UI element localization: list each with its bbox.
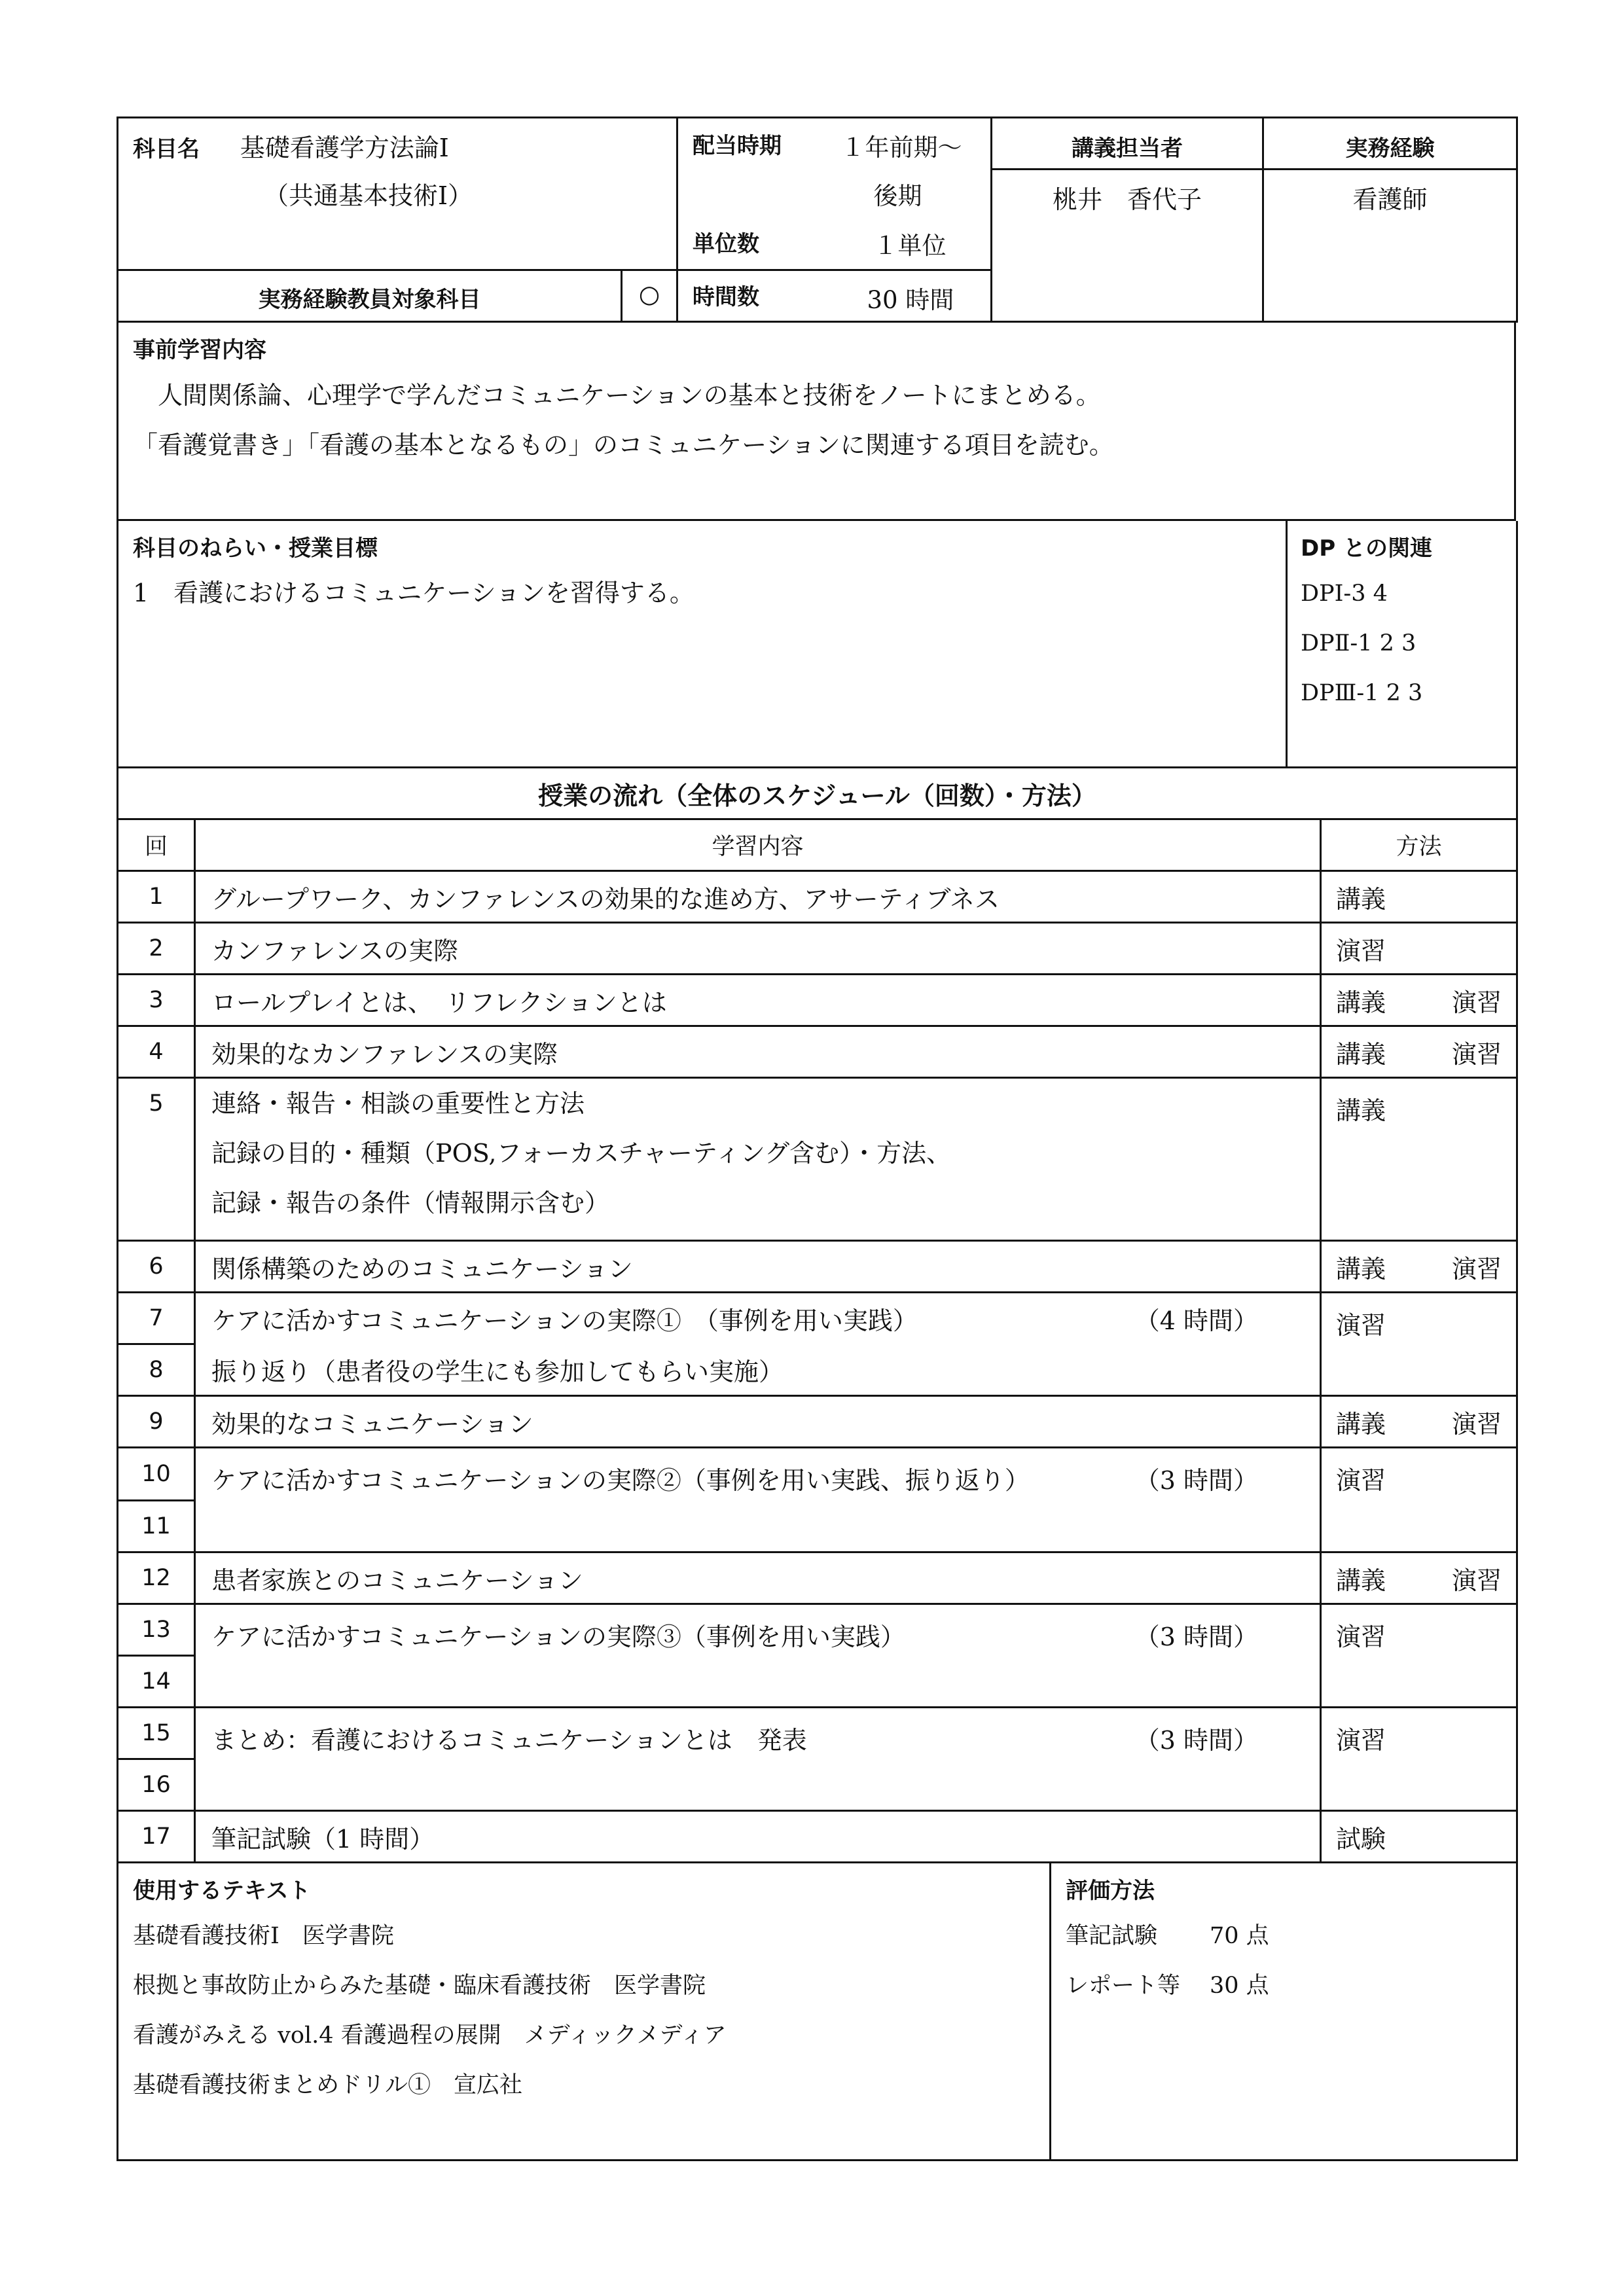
texts-label: 使用するテキスト: [133, 1878, 311, 1904]
target-label-cell: [118, 270, 622, 322]
subject-name: 基礎看護学方法論Ⅰ: [240, 134, 449, 162]
text-item: 根拠と事故防止からみた基礎・臨床看護技術 医学書院: [133, 1973, 706, 1999]
row-num: 8: [118, 1344, 195, 1396]
row-num: 7: [118, 1293, 195, 1344]
row-num: 2: [118, 923, 195, 975]
row-content: 筆記試験（1 時間）: [195, 1811, 1321, 1863]
dp-label: DP との関連: [1301, 535, 1432, 562]
table-row: [118, 1344, 1517, 1396]
credits-label-cell: [677, 219, 835, 270]
method-1: 講義: [1336, 1566, 1386, 1595]
table-row: [118, 1396, 1517, 1448]
evaluation-value: 70 点: [1210, 1923, 1269, 1949]
row-hours: （3 時間）: [1134, 1623, 1258, 1651]
row-method: [1321, 923, 1517, 975]
evaluation-name: レポート等: [1066, 1973, 1181, 1999]
method-1: 講義: [1336, 1096, 1386, 1125]
header-table: [117, 117, 1518, 323]
table-row: [118, 1078, 1517, 1241]
row-content: 関係構築のためのコミュニケーション: [195, 1241, 1321, 1293]
credits-value: １単位: [873, 232, 947, 260]
dp-item: DPⅢ-1 2 3: [1301, 680, 1423, 706]
row-method: [1321, 871, 1517, 923]
target-mark: ○: [638, 280, 660, 308]
experience-label-cell: [1263, 118, 1517, 170]
method-1: 演習: [1336, 1466, 1386, 1495]
row-hours: （3 時間）: [1134, 1726, 1258, 1755]
schedule-table: [117, 768, 1518, 1863]
table-row: [118, 1811, 1517, 1863]
row-method: [1321, 1396, 1517, 1448]
row-content: 振り返り（患者役の学生にも参加してもらい実施）: [195, 1344, 1321, 1396]
prestudy-table: [117, 323, 1516, 521]
row-num: 6: [118, 1241, 195, 1293]
subject-label: 科目名: [133, 136, 200, 162]
subject-sub: （共通基本技術Ⅰ）: [264, 181, 473, 210]
row-num: 1: [118, 871, 195, 923]
experience-value: 看護師: [1352, 185, 1428, 214]
period-value-2: 後期: [873, 182, 922, 210]
row-content: 効果的なコミュニケーション: [195, 1396, 1321, 1448]
row-content-text: ケアに活かすコミュニケーションの実際②（事例を用い実践、振り返り）: [211, 1466, 1030, 1495]
method-1: 講義: [1336, 1039, 1386, 1069]
schedule-title: 授業の流れ（全体のスケジュール（回数）・方法）: [118, 768, 1517, 819]
method-1: 講義: [1336, 884, 1386, 914]
text-item: 基礎看護技術まとめドリル① 宣広社: [133, 2072, 523, 2098]
hours-value: 30 時間: [867, 286, 954, 314]
evaluation-value: 30 点: [1210, 1973, 1269, 1999]
method-1: 演習: [1336, 1726, 1386, 1755]
col-content-header: 学習内容: [195, 819, 1321, 871]
row-num: 3: [118, 975, 195, 1026]
experience-label: 実務経験: [1345, 135, 1435, 162]
period-value-cell: [835, 118, 992, 220]
row-content-text: ケアに活かすコミュニケーションの実際③（事例を用い実践）: [211, 1623, 905, 1651]
text-item: 基礎看護技術Ⅰ 医学書院: [133, 1923, 394, 1949]
col-num-header: 回: [118, 819, 195, 871]
col-method-header: 方法: [1321, 819, 1517, 871]
row-method: [1321, 1078, 1517, 1241]
prestudy-line: 「看護覚書き」「看護の基本となるもの」のコミュニケーションに関連する項目を読む。: [133, 431, 1114, 459]
dp-item: DPⅡ-1 2 3: [1301, 630, 1416, 656]
row-num: 14: [118, 1656, 195, 1708]
method-2: 演習: [1452, 1254, 1502, 1283]
method-2: 演習: [1452, 1409, 1502, 1439]
credits-value-cell: [835, 219, 992, 270]
row-method: [1321, 1026, 1517, 1078]
table-row: [118, 1241, 1517, 1293]
aims-cell: [118, 521, 1287, 768]
hours-label-cell: [677, 270, 835, 322]
row-method: [1321, 1708, 1517, 1811]
row-num: 17: [118, 1811, 195, 1863]
dp-cell: [1287, 521, 1517, 768]
row-content-text: ケアに活かすコミュニケーションの実際① （事例を用い実践）: [211, 1306, 918, 1336]
prestudy-label: 事前学習内容: [133, 337, 266, 363]
table-row: [118, 1604, 1517, 1656]
prestudy-line: 人間関係論、心理学で学んだコミュニケーションの基本と技術をノートにまとめる。: [133, 381, 1101, 410]
instructor-value: 桃井 香代子: [1053, 185, 1202, 214]
texts-cell: [118, 1863, 1051, 2161]
row-content-line: 記録・報告の条件（情報開示含む）: [211, 1189, 610, 1217]
target-mark-cell: [622, 270, 677, 322]
aims-item: 1 看護におけるコミュニケーションを習得する。: [133, 579, 695, 607]
row-content: [195, 1078, 1321, 1241]
row-content-text: まとめ：看護におけるコミュニケーションとは 発表: [211, 1726, 807, 1755]
evaluation-label: 評価方法: [1066, 1878, 1155, 1904]
row-content-line: 記録の目的・種類（POS,フォーカスチャーティング含む）・方法、: [211, 1139, 952, 1168]
method-1: 演習: [1336, 1623, 1386, 1651]
row-method: [1321, 1293, 1517, 1396]
row-content-line: 連絡・報告・相談の重要性と方法: [211, 1089, 585, 1118]
method-1: 演習: [1336, 936, 1386, 965]
method-1: 講義: [1336, 1409, 1386, 1439]
method-1: 演習: [1336, 1311, 1386, 1340]
method-1: 試験: [1336, 1824, 1386, 1854]
syllabus-sheet: [117, 117, 1516, 2161]
period-value-1: １年前期～: [840, 134, 962, 162]
evaluation-cell: [1051, 1863, 1517, 2161]
table-row: [118, 1293, 1517, 1344]
period-label: 配当時期: [693, 133, 782, 159]
row-content: 患者家族とのコミュニケーション: [195, 1552, 1321, 1604]
method-2: 演習: [1452, 988, 1502, 1017]
hours-label: 時間数: [693, 284, 760, 310]
text-item: 看護がみえる vol.4 看護過程の展開 メディックメディア: [133, 2022, 727, 2049]
instructor-label-cell: [992, 118, 1263, 170]
table-row: [118, 1448, 1517, 1501]
table-row: [118, 975, 1517, 1026]
method-1: 講義: [1336, 1254, 1386, 1283]
row-num: 12: [118, 1552, 195, 1604]
row-method: [1321, 975, 1517, 1026]
table-row: [118, 1026, 1517, 1078]
row-num: 15: [118, 1708, 195, 1759]
dp-item: DPⅠ-3 4: [1301, 581, 1388, 607]
row-content: ロールプレイとは、 リフレクションとは: [195, 975, 1321, 1026]
row-content: カンファレンスの実際: [195, 923, 1321, 975]
row-method: [1321, 1448, 1517, 1552]
evaluation-item: [1066, 1911, 1502, 1961]
aims-label: 科目のねらい・授業目標: [133, 535, 378, 562]
row-method: [1321, 1241, 1517, 1293]
texts-table: [117, 1863, 1518, 2161]
row-content: [195, 1604, 1321, 1708]
table-row: [118, 871, 1517, 923]
prestudy-cell: [118, 323, 1515, 520]
evaluation-item: [1066, 1961, 1502, 2011]
row-hours: （4 時間）: [1134, 1306, 1258, 1336]
row-num: 4: [118, 1026, 195, 1078]
evaluation-name: 筆記試験: [1066, 1923, 1158, 1949]
row-num: 11: [118, 1501, 195, 1552]
aims-table: [117, 521, 1518, 768]
credits-label: 単位数: [693, 231, 760, 257]
row-method: [1321, 1552, 1517, 1604]
row-num: 10: [118, 1448, 195, 1501]
instructor-label: 講義担当者: [1072, 135, 1183, 162]
target-label: 実務経験教員対象科目: [258, 287, 481, 313]
row-hours: （3 時間）: [1134, 1466, 1258, 1495]
row-content: 効果的なカンファレンスの実際: [195, 1026, 1321, 1078]
table-row: [118, 923, 1517, 975]
row-content: グループワーク、カンファレンスの効果的な進め方、アサーティブネス: [195, 871, 1321, 923]
row-num: 5: [118, 1078, 195, 1241]
subject-cell: [118, 118, 677, 270]
row-num: 16: [118, 1759, 195, 1811]
method-2: 演習: [1452, 1039, 1502, 1069]
table-row: [118, 1552, 1517, 1604]
row-method: [1321, 1811, 1517, 1863]
instructor-value-cell: [992, 170, 1263, 322]
row-num: 9: [118, 1396, 195, 1448]
table-row: [118, 1708, 1517, 1759]
row-content: [195, 1448, 1321, 1552]
hours-value-cell: [835, 270, 992, 322]
method-1: 講義: [1336, 988, 1386, 1017]
experience-value-cell: [1263, 170, 1517, 322]
row-num: 13: [118, 1604, 195, 1656]
row-method: [1321, 1604, 1517, 1708]
row-content: [195, 1293, 1321, 1344]
period-label-cell: [677, 118, 835, 220]
row-content: [195, 1708, 1321, 1811]
method-2: 演習: [1452, 1566, 1502, 1595]
